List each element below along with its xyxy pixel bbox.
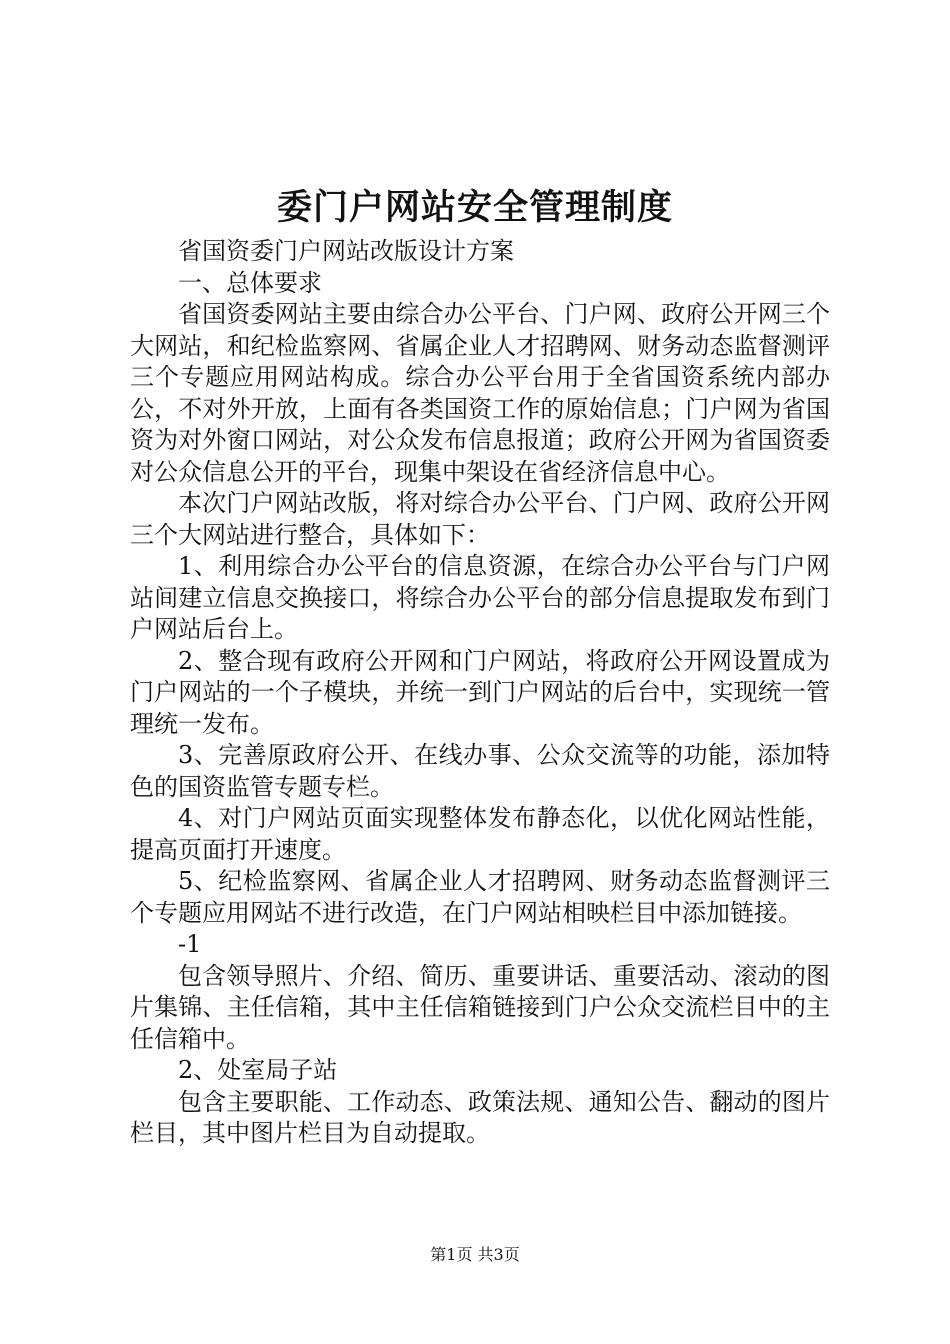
subsection-heading: 2、处室局子站: [178, 1056, 338, 1084]
list-item: 3、完善原政府公开、在线办事、公众交流等的功能，添加特色的国资监管专题专栏。: [130, 741, 830, 801]
item-marker: -1: [178, 930, 202, 958]
list-item: 5、纪检监察网、省属企业人才招聘网、财务动态监督测评三个专题应用网站不进行改造，在门户网站相映栏目中添加链接。: [130, 867, 830, 927]
paragraph: 包含主要职能、工作动态、政策法规、通知公告、翻动的图片栏目，其中图片栏目为自动提取。: [130, 1087, 830, 1147]
paragraph: 本次门户网站改版，将对综合办公平台、门户网、政府公开网三个大网站进行整合，具体如下：: [130, 489, 830, 549]
list-item: 1、利用综合办公平台的信息资源，在综合办公平台与门户网站间建立信息交换接口，将综合办公平台的部分信息提取发布到门户网站后台上。: [130, 552, 830, 643]
document-body: [130, 236, 830, 1150]
paragraph: 包含领导照片、介绍、简历、重要讲话、重要活动、滚动的图片集锦、主任信箱，其中主任信箱链接到门户公众交流栏目中的主任信箱中。: [130, 961, 830, 1053]
page-number-footer: 第1页 共3页: [430, 1245, 520, 1264]
list-item: 4、对门户网站页面实现整体发布静态化，以优化网站性能，提高页面打开速度。: [130, 804, 830, 864]
paragraph: 省国资委网站主要由综合办公平台、门户网、政府公开网三个大网站，和纪检监察网、省属企业人才招聘网、财务动态监督测评三个专题应用网站构成。综合办公平台用于全省国资系统内部办公，不对外开放，上面有各类国资工作的原始信息；门户网为省国资为对外窗口网站，对公众发布信息报道；政府公开网为省国资委对公众信息公开的平台，现集中架设在省经济信息中心。: [130, 300, 830, 486]
document-title: 委门户网站安全管理制度: [276, 187, 673, 228]
section-heading: 一、总体要求: [178, 268, 322, 297]
paragraph-subtitle: 省国资委门户网站改版设计方案: [178, 237, 514, 265]
list-item: 2、整合现有政府公开网和门户网站，将政府公开网设置成为门户网站的一个子模块，并统一到门户网站的后台中，实现统一管理统一发布。: [130, 646, 830, 738]
